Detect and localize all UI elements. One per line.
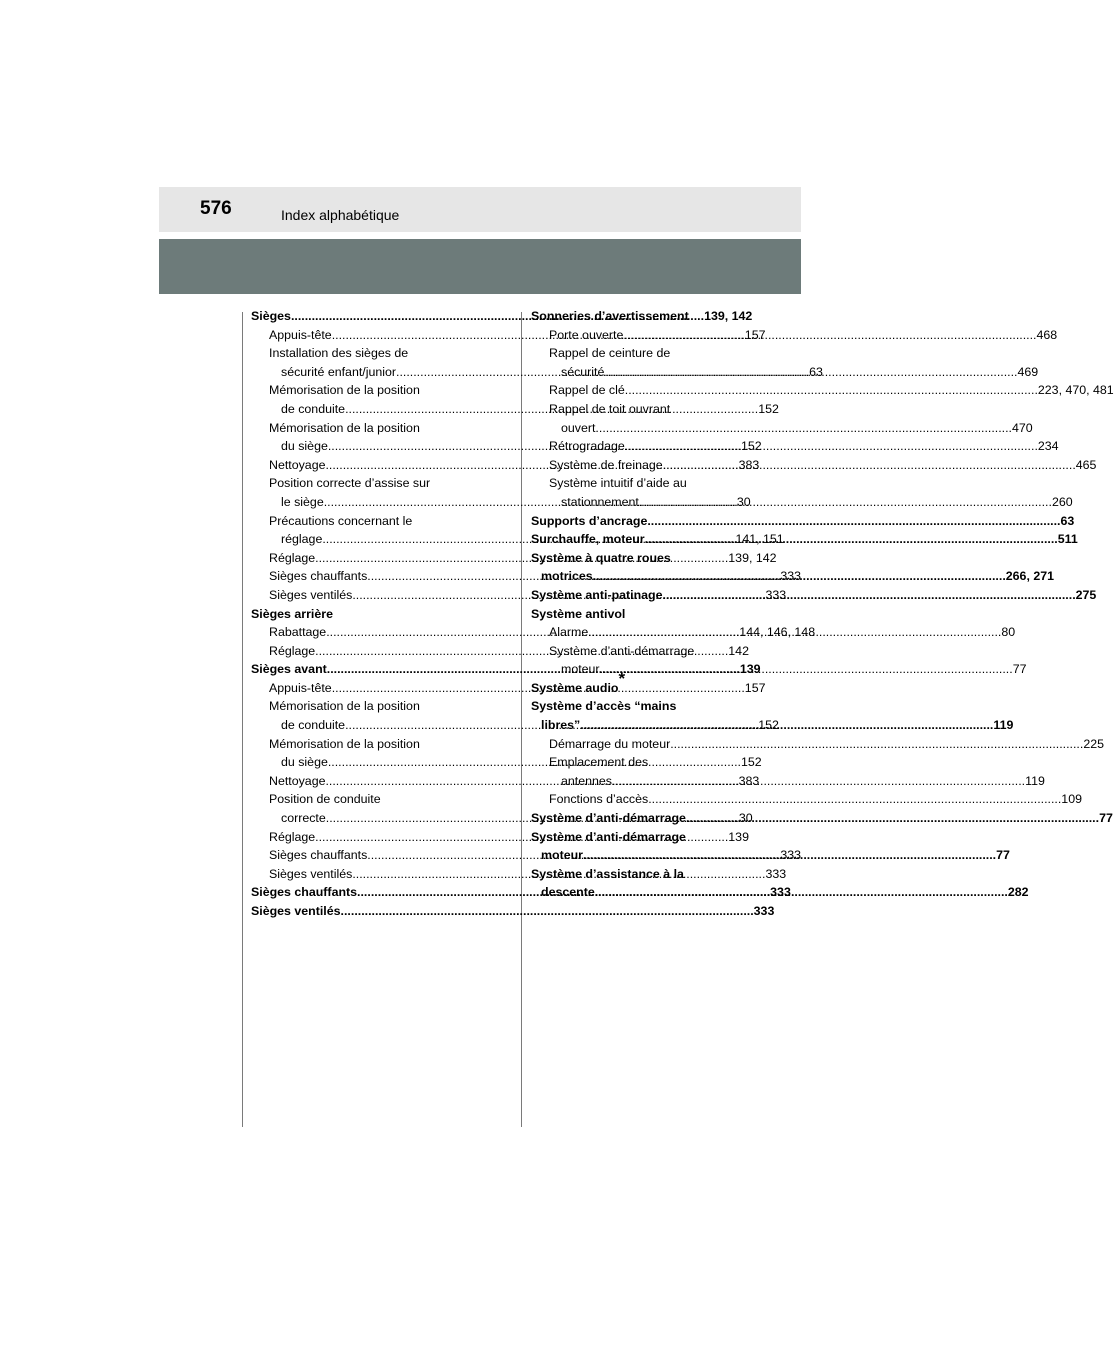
index-entry-text: Système d’assistance à la [531, 866, 684, 881]
index-entry-page[interactable]: 142 [728, 643, 749, 658]
index-entry [251, 790, 473, 809]
index-entry [251, 902, 775, 921]
index-entry [251, 381, 473, 400]
dot-leader [639, 493, 1052, 512]
dot-leader [686, 809, 1099, 828]
index-entry-text: ouvert. [561, 420, 599, 435]
index-entry-page[interactable]: 139 [728, 829, 749, 844]
index-entry-page[interactable]: 333 [753, 904, 775, 918]
index-entry-text: Système d’accès “mains [531, 699, 677, 714]
index-entry-page[interactable]: 383 [738, 457, 760, 472]
index-entry [531, 419, 1033, 438]
index-entry-text: Nettoyage [269, 773, 326, 788]
dot-leader [604, 363, 1017, 382]
index-entry-text: Système d’anti-démarrage [531, 811, 686, 826]
dot-leader [341, 902, 754, 921]
index-entry-page[interactable]: 260 [1051, 494, 1073, 509]
dot-leader [612, 772, 1025, 791]
index-entry [251, 363, 823, 382]
index-entry-page[interactable]: 157 [744, 327, 766, 342]
index-entry-text: correcte [281, 811, 326, 826]
index-entry-text: Porte ouverte [549, 327, 624, 342]
index-entry-text: Sièges chauffants [269, 848, 368, 863]
index-entry-text: Mémorisation de la position [269, 699, 420, 714]
index-entry [531, 437, 1059, 456]
dot-leader [580, 716, 993, 735]
index-entry-text: Réglage [269, 829, 316, 844]
index-entry-text: de conduite [281, 401, 346, 416]
index-entry-page[interactable]: 333 [780, 569, 802, 584]
index-entry-page[interactable]: 152 [758, 401, 779, 416]
index-entry-text: sécurité enfant/junior [281, 364, 397, 379]
index-entry-page[interactable]: 468 [1036, 327, 1058, 342]
index-entry-text: motrices [541, 569, 593, 584]
index-entry-page[interactable]: 465 [1075, 457, 1097, 472]
left-column-rule [242, 312, 243, 1127]
dot-leader [600, 660, 1013, 679]
index-entry [531, 381, 1114, 400]
index-entry-text: descente [541, 885, 595, 900]
index-entry [531, 642, 753, 661]
index-entry-text: sécurité [561, 364, 605, 379]
index-entry [531, 344, 753, 363]
dot-leader [647, 512, 1060, 531]
index-entry-page[interactable]: 77 [1012, 662, 1027, 677]
index-entry-text: Rappel de ceinture de [549, 346, 671, 361]
index-entry-page[interactable]: 223, 470, 481 [1037, 383, 1114, 398]
index-entry-text: Sièges chauffants [269, 569, 368, 584]
index-entry-text: du siège [281, 755, 328, 770]
dot-leader [625, 381, 1038, 400]
index-entry [531, 512, 1075, 531]
page-number: 576 [200, 198, 232, 219]
index-entry-text: Rabattage [269, 625, 327, 640]
index-entry-text: Rappel de clé [549, 383, 625, 398]
index-entry [531, 735, 1105, 754]
index-entry-page[interactable]: 152 [740, 439, 762, 454]
index-entry-page[interactable]: 469 [1017, 364, 1039, 379]
index-entry-page[interactable]: 383 [738, 773, 760, 788]
index-entry-text: libres” [541, 718, 581, 733]
index-entry [531, 753, 753, 772]
index-entry-text: Sonneries d’avertissement [531, 309, 689, 323]
index-entry-text: antennes [561, 773, 612, 788]
index-entry [531, 474, 753, 493]
section-title: Index alphabétique [281, 207, 400, 223]
index-entry-text: Appuis-tête [269, 327, 332, 342]
index-entry-text: Sièges chauffants [251, 885, 358, 900]
index-entry-page[interactable]: 139, 142 [728, 550, 777, 565]
index-entry-text: Fonctions d’accès [549, 792, 649, 807]
index-entry-text: Sièges arrière [251, 606, 333, 621]
index-entry-text: Système audio [531, 680, 619, 695]
index-entry-page[interactable]: 511 [1057, 532, 1078, 547]
dot-leader [663, 586, 1076, 605]
index-entry-page[interactable]: 144, 146, 148 [739, 625, 816, 640]
index-entry [531, 549, 753, 568]
index-entry-page[interactable]: 63 [1060, 513, 1075, 528]
index-entry-text: moteur [561, 662, 600, 677]
index-entry-text: Sièges [251, 309, 291, 323]
index-entry [531, 456, 1097, 475]
dot-leader [648, 790, 1061, 809]
index-entry-page[interactable]: 266, 271 [1005, 569, 1054, 584]
index-entry [531, 605, 753, 624]
index-entry-page[interactable]: 77 [1099, 811, 1113, 826]
index-entry-page[interactable]: 282 [1007, 885, 1029, 900]
index-entry-text: Mémorisation de la position [269, 736, 420, 751]
index-entry-page[interactable]: 225 [1083, 736, 1105, 751]
index-entry [251, 735, 473, 754]
index-entry-text: Appuis-tête [269, 680, 332, 695]
index-entry [251, 605, 473, 624]
index-entry-text: Système d’anti-démarrage [549, 643, 695, 658]
index-entry-page[interactable]: 119 [993, 718, 1014, 733]
dot-leader [595, 883, 1008, 902]
index-entry [531, 400, 753, 419]
index-entry-text: réglage [281, 532, 323, 547]
index-entry-text: Système antivol [531, 606, 626, 621]
index-entry-page[interactable]: 234 [1037, 439, 1059, 454]
index-entry-text: Système à quatre roues [531, 550, 671, 565]
index-entry-text: Sièges avant [251, 662, 327, 677]
index-entry [531, 809, 1113, 828]
index-entry-text: Position correcte d’assise sur [269, 476, 431, 491]
header-bar [159, 187, 801, 232]
index-entry [251, 344, 473, 363]
dot-leader [625, 437, 1038, 456]
index-entry-page[interactable]: 109 [1061, 792, 1082, 807]
index-entry-page[interactable]: 333 [765, 866, 787, 881]
index-entry-text: Système intuitif d’aide au [549, 476, 687, 491]
index-entry [531, 865, 753, 884]
index-entry-text: Système d’anti-démarrage [531, 829, 686, 844]
index-entry-page[interactable]: 333 [770, 885, 791, 900]
header-banner [159, 239, 801, 294]
index-entry-text: Sièges ventilés [269, 587, 353, 602]
index-entry [251, 474, 473, 493]
index-entry [531, 772, 1045, 791]
index-entry-text: Nettoyage [269, 457, 326, 472]
index-entry-text: de conduite [281, 718, 346, 733]
index-entry-text: Sièges ventilés [269, 866, 353, 881]
index-entry-text: Position de conduite [269, 792, 381, 807]
dot-leader [645, 530, 1058, 549]
index-entry-text: Supports d’ancrage [531, 513, 648, 528]
index-entry [251, 697, 473, 716]
index-entry-page[interactable]: 152 [740, 755, 762, 770]
index-entry-page[interactable]: 77 [996, 848, 1010, 863]
dot-leader [588, 623, 1001, 642]
index-entry-page[interactable]: 275 [1075, 587, 1097, 602]
index-entry-text: Rétrogradage [549, 439, 625, 454]
index-entry-text: Précautions concernant le [269, 513, 413, 528]
index-entry-text: Installation des sièges de [269, 346, 409, 361]
dot-leader [663, 456, 1076, 475]
index-entry-text: moteur [541, 848, 583, 863]
index-entry-text: Réglage [269, 550, 316, 565]
index-entry [531, 828, 753, 847]
index-entry-text: Rappel de toit ouvrant [549, 401, 671, 416]
index-entry [251, 512, 473, 531]
index-entry-text: Emplacement des [549, 755, 649, 770]
index-entry-page[interactable]: 470 [1012, 420, 1033, 435]
index-entry [531, 790, 1082, 809]
index-entry-text: Réglage [269, 643, 316, 658]
index-entry-page[interactable]: 80 [1001, 625, 1016, 640]
index-entry-text: Système de freinage [549, 457, 663, 472]
index-entry-text: stationnement [561, 494, 639, 509]
index-entry-text: Mémorisation de la position [269, 420, 420, 435]
index-entry-page[interactable]: 30 [736, 494, 751, 509]
index-entry-text: Sièges ventilés [251, 904, 341, 918]
index-entry-text: Alarme [549, 625, 589, 640]
index-entry [531, 307, 753, 326]
index-entry-page[interactable]: 139 [739, 662, 761, 677]
index-entry-text: Système anti-patinage [531, 587, 663, 602]
dot-leader [599, 419, 1012, 438]
index-entry-page[interactable]: 30 [738, 811, 753, 826]
dot-leader [670, 735, 1083, 754]
dot-leader [583, 846, 996, 865]
index-entry [251, 419, 473, 438]
index-entry [531, 660, 1027, 679]
index-entry [531, 697, 753, 716]
index-entry-page[interactable]: 141, 151 [735, 532, 784, 547]
index-entry-page[interactable]: 152 [758, 718, 779, 733]
index-entry-page[interactable]: 157 [744, 680, 766, 695]
index-entry-page[interactable]: 333 [765, 587, 787, 602]
index-entry-text: du siège [281, 439, 328, 454]
index-entry-page[interactable]: 119 [1025, 773, 1045, 788]
index-entry-page[interactable]: 63 [809, 364, 823, 379]
index-entry-text: Surchauffe, moteur [531, 532, 645, 547]
index-entry-text: Mémorisation de la position [269, 383, 420, 398]
index-entry-page[interactable]: 139, 142 [704, 309, 753, 323]
dot-leader [623, 326, 1036, 345]
index-entry-text: Démarrage du moteur [549, 736, 671, 751]
dot-leader [593, 567, 1006, 586]
index-entry-page[interactable]: 333 [780, 848, 802, 863]
footnote-asterisk: * [618, 668, 626, 688]
index-entry-text: le siège [281, 494, 324, 509]
index-entry [531, 493, 1073, 512]
